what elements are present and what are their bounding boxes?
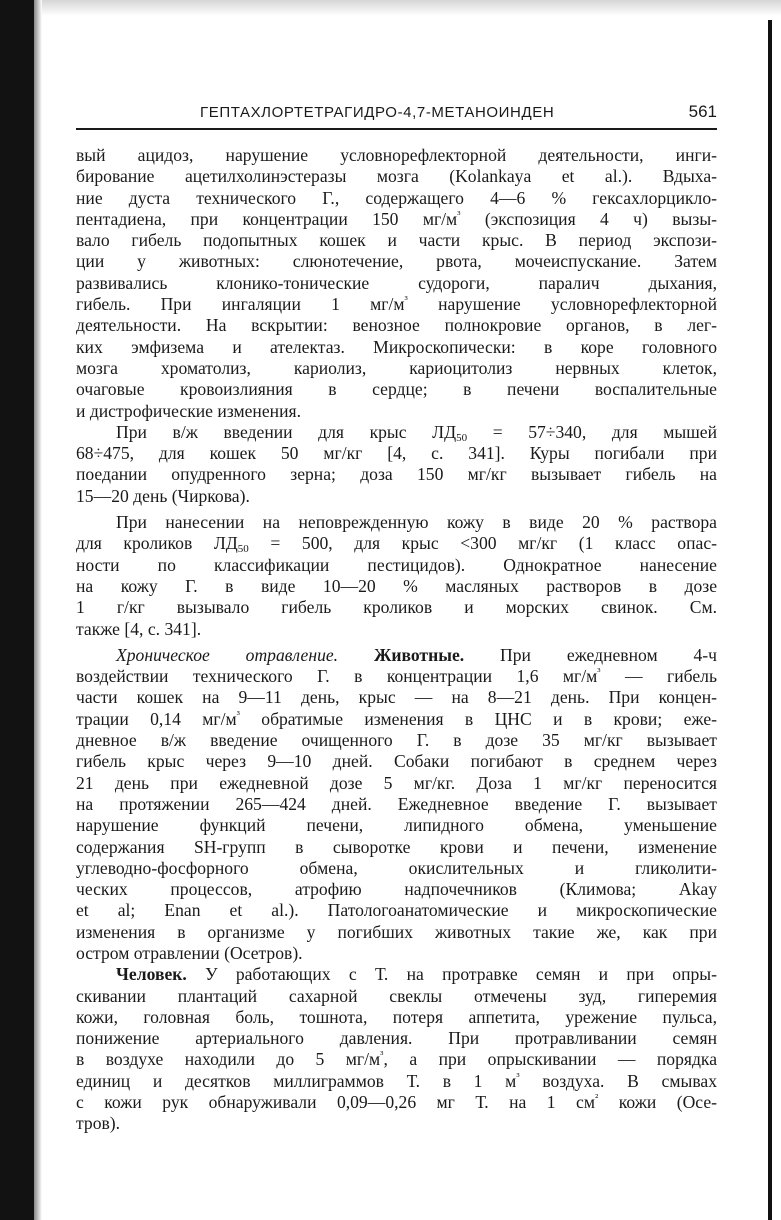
text-line: Хроническое отравление. Животные. При ежедневном 4-ч bbox=[116, 644, 718, 665]
text-line: ности по классификации пестицидов). Однократное нанесение bbox=[76, 554, 717, 575]
paragraph-human bbox=[76, 964, 717, 1134]
paragraph-oral-ld50 bbox=[76, 422, 717, 507]
text-line: развивались клонико-тонические судороги, паралич дыхания, bbox=[76, 272, 717, 293]
text-line: бирование ацетилхолинэстеразы мозга (Kolankaya et al.). Вдыха- bbox=[76, 166, 717, 187]
text-line: остром отравлении (Осетров). bbox=[76, 942, 303, 963]
text-line: для кроликов $ЛД_{50} = 500$, для крыс <300 мг/кг (1 класс опас- bbox=[76, 533, 717, 556]
text-line: 21 день при ежедневной дозе 5 мг/кг. Доза 1 мг/кг переносится bbox=[76, 772, 717, 793]
text-line: на протяжении 265—424 дней. Ежедневное введение Г. вызывает bbox=[76, 793, 717, 814]
text-line: При нанесении на неповрежденную кожу в виде 20 % раствора bbox=[116, 512, 717, 533]
text-line: ческих процессов, атрофию надпочечников (Климова; Akay bbox=[76, 879, 717, 900]
text-line: При в/ж введении для крыс $ЛД_{50} = 57\div 340$, для мышей bbox=[116, 421, 717, 444]
text-line: трации 0,14 $мг/м^{^3}$ обратимые изменения в ЦНС и в крови; еже- bbox=[76, 708, 717, 729]
text-line: с кожи рук обнаруживали 0,09—0,26 мг Т. на 1 $см^{^2}$ кожи (Осе- bbox=[76, 1092, 718, 1113]
page-number: 561 bbox=[688, 102, 717, 121]
text-line: 1 г/кг вызывало гибель кроликов и морских свинок. См. bbox=[76, 597, 717, 618]
section-heading-chronic: Хроническое отравление. bbox=[116, 644, 339, 665]
text-line: 68÷475, для кошек 50 мг/кг [4, с. 341]. Куры погибали при bbox=[76, 443, 717, 464]
text-line: ние дуста технического Г., содержащего 4—6 % гексахлорцикло- bbox=[76, 187, 717, 208]
text-line: Человек. У работающих с Т. на протравке семян и при опры- bbox=[116, 964, 717, 985]
scan-shadow-left bbox=[0, 0, 34, 1220]
scan-shadow-left-fade bbox=[34, 0, 42, 1220]
page-body bbox=[76, 145, 717, 1135]
text-line: скивании плантаций сахарной свеклы отмечены зуд, гиперемия bbox=[76, 985, 717, 1006]
text-line: содержания SH-групп в сыворотке крови и печени, изменение bbox=[76, 836, 717, 857]
scan-shadow-top bbox=[0, 0, 781, 16]
scan-edge-right bbox=[768, 20, 772, 1220]
subheading-animals: Животные. bbox=[373, 644, 465, 665]
text-line: вало гибель подопытных кошек и части крыс. В период экспози- bbox=[76, 230, 717, 251]
header-rule bbox=[76, 128, 717, 130]
paragraph-dermal bbox=[76, 512, 717, 640]
text-line: дневное в/ж введение очищенного Г. в дозе 35 мг/кг вызывает bbox=[76, 730, 717, 751]
text-line: пентадиена, при концентрации 150 $мг/м^{^3}$ (экспозиция 4 ч) вызы- bbox=[76, 208, 717, 229]
text-line: ких эмфизема и ателектаз. Микроскопически: в коре головного bbox=[76, 336, 717, 357]
paragraph-acute-inhalation bbox=[76, 145, 717, 422]
text-line: в воздухе находили до 5 $мг/м^{^3}$, а при опрыскивании — порядка bbox=[76, 1049, 717, 1070]
text-line: мозга хроматолиз, кариолиз, кариоцитолиз нервных клеток, bbox=[76, 357, 717, 378]
text-line: воздействии технического Г. в концентрации 1,6 $мг/м^{^3}$ — гибель bbox=[76, 666, 717, 687]
text-line: гибель. При ингаляции 1 $мг/м^{^3}$ нарушение условнорефлекторной bbox=[76, 294, 717, 315]
text-line: et al; Enan et al.). Патологоанатомические и микроскопические bbox=[76, 900, 717, 921]
text-line: очаговые кровоизлияния в сердце; в печени воспалительные bbox=[76, 379, 717, 400]
running-header-title: ГЕПТАХЛОРТЕТРАГИДРО-4,7-МЕТАНОИНДЕН bbox=[200, 104, 555, 121]
text-line: деятельности. На вскрытии: венозное полнокровие органов, в лег- bbox=[76, 315, 717, 336]
text-line: на кожу Г. в виде 10—20 % масляных растворов в дозе bbox=[76, 575, 717, 596]
text-line: 15—20 день (Чиркова). bbox=[76, 485, 250, 506]
paragraph-chronic-animals bbox=[76, 645, 717, 964]
text-line: единиц и десятков миллиграммов Т. в 1 $м^{^3}$ воздуха. В смывах bbox=[76, 1070, 718, 1091]
text-line: ции у животных: слюнотечение, рвота, мочеиспускание. Затем bbox=[76, 251, 717, 272]
subheading-human: Человек. bbox=[116, 964, 187, 985]
text-line: и дистрофические изменения. bbox=[76, 400, 301, 421]
text-line: кожи, головная боль, тошнота, потеря аппетита, урежение пульса, bbox=[76, 1006, 717, 1027]
text-line: вый ацидоз, нарушение условнорефлекторной деятельности, инги- bbox=[76, 145, 717, 165]
text-line: гибель крыс через 9—10 дней. Собаки погибают в среднем через bbox=[76, 751, 717, 772]
text-line: нарушение функций печени, липидного обмена, уменьшение bbox=[76, 815, 717, 836]
text-line: поедании опудренного зерна; доза 150 мг/кг вызывает гибель на bbox=[76, 464, 717, 485]
text-line: также [4, с. 341]. bbox=[76, 618, 202, 639]
running-header bbox=[76, 104, 717, 126]
text-line: понижение артериального давления. При протравливании семян bbox=[76, 1028, 717, 1049]
text-line: изменения в организме у погибших животных такие же, как при bbox=[76, 921, 717, 942]
text-line: тров). bbox=[76, 1113, 121, 1134]
text-line: углеводно-фосфорного обмена, окислительных и гликолити- bbox=[76, 857, 717, 878]
text-line: части кошек на 9—11 день, крыс — на 8—21 день. При концен- bbox=[76, 687, 717, 708]
